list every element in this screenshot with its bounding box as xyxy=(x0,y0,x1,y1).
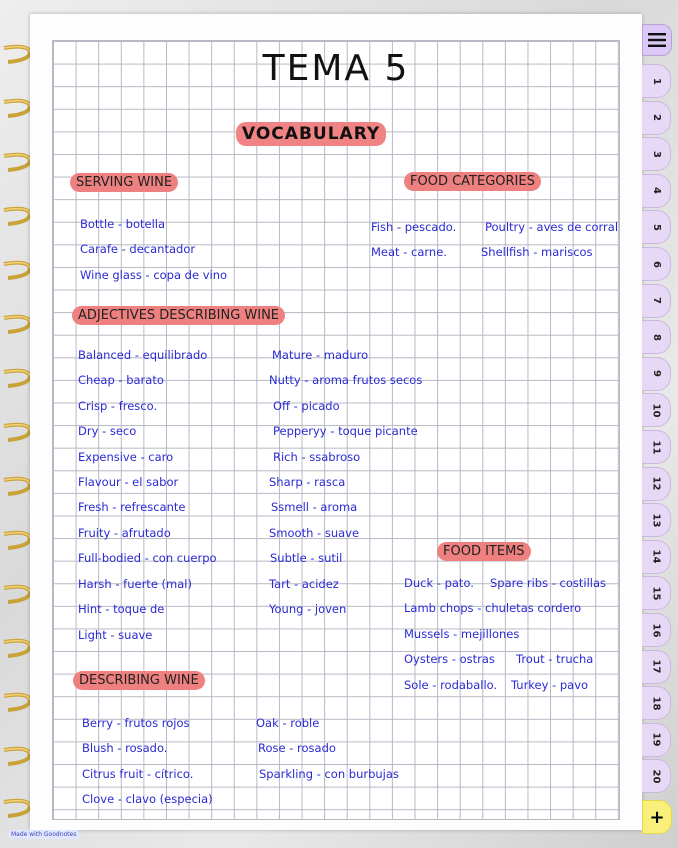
list-item: Citrus fruit - cítrico. xyxy=(82,767,194,781)
tab-label: 9 xyxy=(650,370,662,378)
list-item: Duck - pato. xyxy=(404,576,474,590)
plus-icon: + xyxy=(649,806,665,828)
list-item: Oak - roble xyxy=(256,716,320,730)
list-item: Light - suave xyxy=(78,628,153,642)
tab-4[interactable] xyxy=(642,174,671,208)
list-item: Fish - pescado. xyxy=(371,220,457,234)
vocabulary-heading: VOCABULARY xyxy=(236,122,386,146)
tab-label: 13 xyxy=(650,513,662,528)
list-item: Bottle - botella xyxy=(80,217,166,231)
page-title: TEMA 5 xyxy=(262,48,410,89)
tab-12[interactable] xyxy=(642,467,671,501)
tab-9[interactable] xyxy=(642,357,671,391)
goodnotes-watermark: Made with Goodnotes xyxy=(8,830,79,839)
list-item: Mature - maduro xyxy=(272,348,369,362)
tab-11[interactable] xyxy=(642,430,671,464)
tab-label: 10 xyxy=(650,403,662,418)
list-item: Off - picado xyxy=(273,399,340,413)
tab-label: 19 xyxy=(650,732,662,747)
list-item: Fruity - afrutado xyxy=(78,526,171,540)
tab-label: 4 xyxy=(650,187,662,195)
list-item: Berry - frutos rojos xyxy=(82,716,190,730)
tab-20[interactable] xyxy=(642,759,671,793)
food-items-label: FOOD ITEMS xyxy=(437,542,531,561)
list-item: Oysters - ostras xyxy=(404,652,495,666)
tab-10[interactable] xyxy=(642,393,671,427)
tab-8[interactable] xyxy=(642,320,671,354)
tab-label: 18 xyxy=(650,696,662,711)
tab-label: 6 xyxy=(650,260,662,268)
tab-label: 17 xyxy=(650,659,662,674)
list-item: Expensive - caro xyxy=(78,450,174,464)
describing-wine-label: DESCRIBING WINE xyxy=(73,671,205,690)
list-item: Spare ribs - costillas xyxy=(490,576,607,590)
tab-17[interactable] xyxy=(642,650,671,684)
tab-3[interactable] xyxy=(642,137,671,171)
list-item: Poultry - aves de corral xyxy=(485,220,619,234)
tab-label: 5 xyxy=(650,223,662,231)
tab-2[interactable] xyxy=(642,101,671,135)
list-item: Clove - clavo (especia) xyxy=(82,792,213,806)
list-item: Wine glass - copa de vino xyxy=(80,268,228,282)
tab-19[interactable] xyxy=(642,723,671,757)
list-item: Lamb chops - chuletas cordero xyxy=(404,601,582,615)
tab-14[interactable] xyxy=(642,540,671,574)
list-item: Crisp - fresco. xyxy=(78,399,158,413)
notebook-page xyxy=(30,14,642,830)
tab-label: 1 xyxy=(650,77,662,85)
tab-label: 3 xyxy=(650,150,662,158)
list-item: Cheap - barato xyxy=(78,373,164,387)
tab-5[interactable] xyxy=(642,210,671,244)
list-item: Meat - carne. xyxy=(371,245,447,259)
list-item: Pepperyy - toque picante xyxy=(273,424,418,438)
serving-wine-label: SERVING WINE xyxy=(70,173,178,192)
tab-label: 2 xyxy=(650,114,662,122)
tab-label: 16 xyxy=(650,623,662,637)
list-item: Trout - trucha xyxy=(516,652,594,666)
list-item: Young - joven xyxy=(269,602,347,616)
list-item: Harsh - fuerte (mal) xyxy=(78,577,192,591)
tab-label: 14 xyxy=(650,549,662,564)
tab-label: 15 xyxy=(650,586,662,601)
list-item: Flavour - el sabor xyxy=(78,475,179,489)
food-categories-label: FOOD CATEGORIES xyxy=(404,172,541,191)
list-item: Hint - toque de xyxy=(78,602,165,616)
list-item: Rich - ssabroso xyxy=(273,450,361,464)
list-item: Nutty - aroma frutos secos xyxy=(269,373,423,387)
tab-label: 20 xyxy=(650,769,662,784)
list-item: Turkey - pavo xyxy=(511,678,589,692)
adjectives-label: ADJECTIVES DESCRIBING WINE xyxy=(72,306,285,325)
list-item: Fresh - refrescante xyxy=(78,500,186,514)
tab-1[interactable] xyxy=(642,64,671,98)
list-item: Full-bodied - con cuerpo xyxy=(78,551,217,565)
list-item: Smooth - suave xyxy=(269,526,360,540)
tab-6[interactable] xyxy=(642,247,671,281)
menu-button[interactable] xyxy=(642,24,672,56)
hamburger-icon xyxy=(648,32,666,48)
tab-13[interactable] xyxy=(642,503,671,537)
list-item: Shellfish - mariscos xyxy=(481,245,593,259)
tab-7[interactable] xyxy=(642,284,671,318)
list-item: Dry - seco xyxy=(78,424,137,438)
list-item: Tart - acidez xyxy=(269,577,339,591)
list-item: Ssmell - aroma xyxy=(271,500,358,514)
list-item: Mussels - mejillones xyxy=(404,627,520,641)
tab-label: 8 xyxy=(650,333,662,341)
list-item: Blush - rosado. xyxy=(82,741,168,755)
tab-label: 12 xyxy=(650,476,662,491)
list-item: Sole - rodaballo. xyxy=(404,678,498,692)
list-item: Rose - rosado xyxy=(258,741,336,755)
tab-label: 11 xyxy=(650,440,662,454)
list-item: Carafe - decantador xyxy=(80,242,196,256)
tab-15[interactable] xyxy=(642,576,671,610)
list-item: Sharp - rasca xyxy=(269,475,346,489)
tab-18[interactable] xyxy=(642,686,671,720)
list-item: Subtle - sutil xyxy=(270,551,343,565)
add-page-button[interactable] xyxy=(642,800,672,834)
list-item: Balanced - equilibrado xyxy=(78,348,208,362)
tab-label: 7 xyxy=(650,297,662,305)
section-tabs xyxy=(640,20,678,848)
list-item: Sparkling - con burbujas xyxy=(259,767,399,781)
tab-16[interactable] xyxy=(642,613,671,647)
